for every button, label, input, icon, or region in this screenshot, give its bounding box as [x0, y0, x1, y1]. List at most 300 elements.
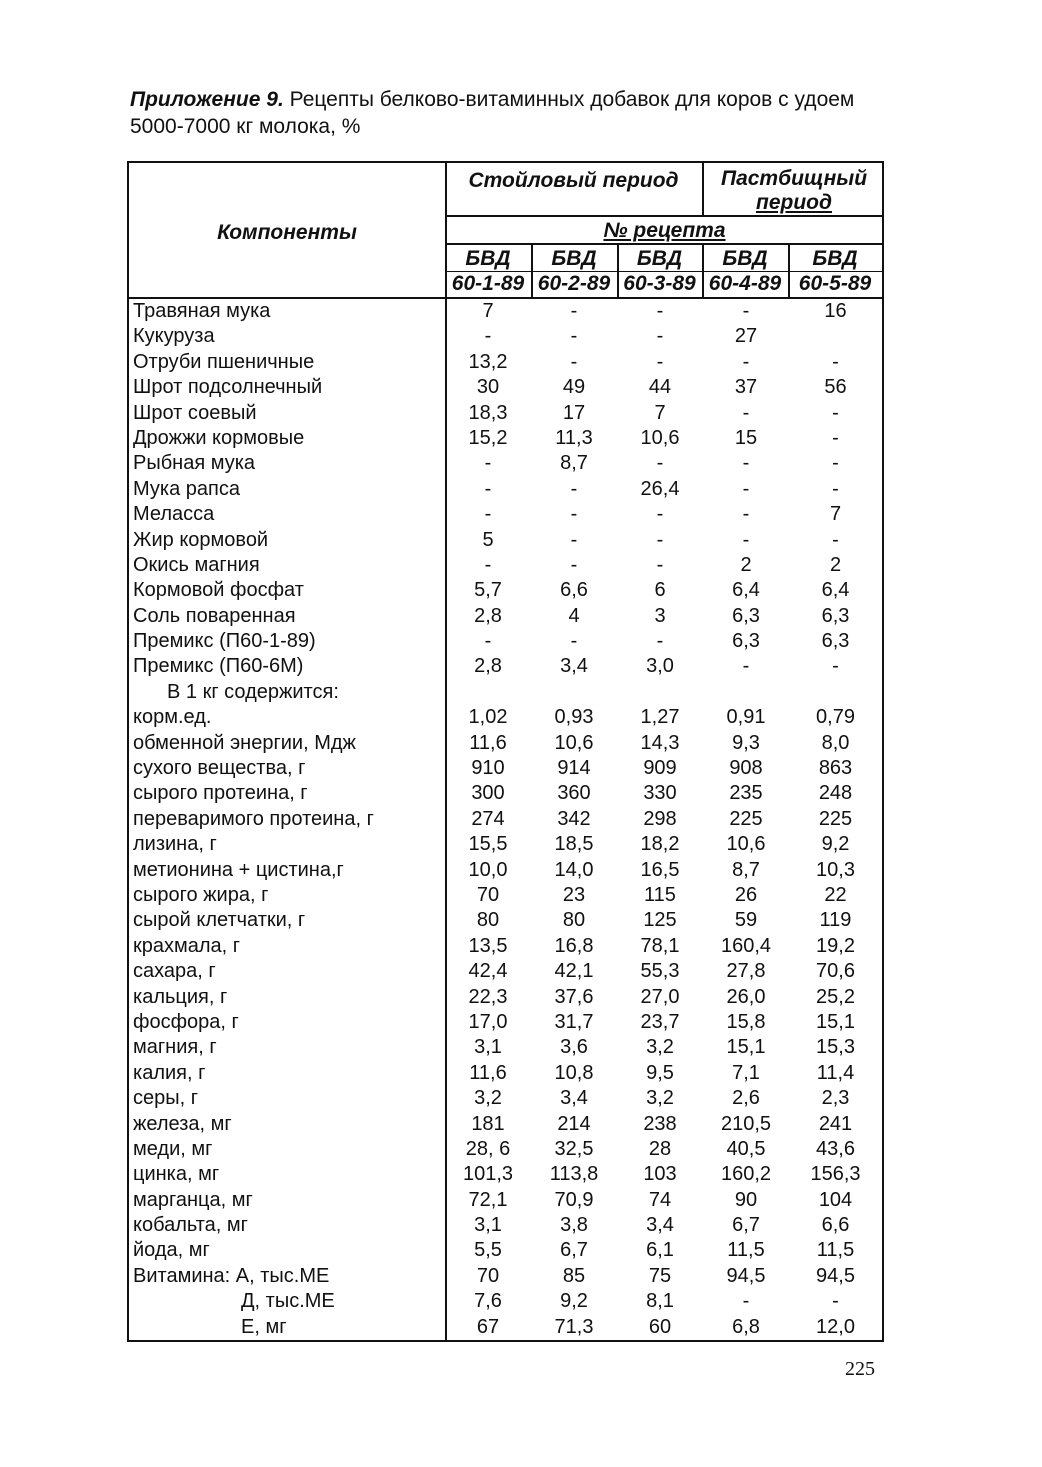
cell-recipe-5: 119	[819, 909, 852, 932]
table-row	[129, 1315, 882, 1340]
cell-recipe-5: 56	[824, 376, 847, 399]
cell-recipe-1: -	[484, 503, 492, 526]
cell-recipe-2: 80	[562, 909, 586, 932]
cell-recipe-4: -	[742, 300, 750, 322]
cell-recipe-5: 19,2	[816, 934, 855, 957]
cell-recipe-5: 70,6	[816, 960, 855, 983]
table-body	[129, 299, 882, 1340]
row-label: корм.ед.	[133, 706, 212, 729]
cell-recipe-1: 5,5	[474, 1239, 502, 1262]
cell-recipe-2: 342	[557, 807, 591, 830]
cell-recipe-5: 43,6	[816, 1137, 855, 1160]
row-label: Травяная мука	[133, 300, 271, 322]
cell-recipe-2: -	[570, 503, 578, 526]
table-row	[129, 1188, 882, 1213]
cell-recipe-4: 40,5	[726, 1137, 766, 1160]
cell-recipe-2: 9,2	[560, 1290, 588, 1313]
cell-recipe-5: 225	[818, 807, 853, 830]
row-label: магния, г	[133, 1036, 217, 1059]
row-label: В 1 кг содержится:	[167, 680, 339, 703]
cell-recipe-5: -	[832, 477, 839, 500]
cell-recipe-1: 5,7	[474, 579, 502, 602]
cell-recipe-3: 3,0	[646, 655, 674, 678]
cell-recipe-2: 3,6	[560, 1036, 588, 1059]
cell-recipe-5: 241	[818, 1112, 853, 1135]
cell-recipe-5	[789, 680, 882, 705]
cell-recipe-2: -	[570, 350, 578, 373]
row-label: переваримого протеина, г	[133, 807, 374, 830]
cell-recipe-4: 160,4	[720, 934, 772, 957]
cell-recipe-1: 11,6	[469, 731, 507, 754]
header-code-4-number: 60-4-89	[708, 272, 782, 295]
cell-recipe-1: 101,3	[462, 1163, 514, 1186]
table-row	[129, 324, 882, 349]
row-label: Е, мг	[241, 1315, 287, 1338]
cell-recipe-2: -	[570, 325, 578, 348]
cell-recipe-2: 914	[557, 757, 591, 780]
cell-recipe-3: -	[656, 300, 664, 322]
cell-recipe-2	[531, 680, 617, 705]
row-label: Кукуруза	[133, 325, 215, 348]
cell-recipe-2: -	[570, 630, 578, 653]
cell-recipe-5: 8,0	[821, 731, 850, 754]
cell-recipe-4: 15,8	[726, 1010, 766, 1033]
row-label: цинка, мг	[133, 1163, 220, 1186]
row-label: Жир кормовой	[133, 528, 269, 551]
table-row	[129, 502, 882, 527]
cell-recipe-3: 3	[654, 604, 666, 627]
cell-recipe-2: 85	[562, 1264, 586, 1287]
cell-recipe-1: 2,8	[474, 604, 502, 627]
table-row	[129, 654, 882, 679]
cell-recipe-4: 11,5	[727, 1239, 765, 1262]
cell-recipe-5: -	[832, 426, 839, 449]
table-row	[129, 959, 882, 984]
table-row	[129, 1289, 882, 1314]
cell-recipe-3: -	[656, 325, 664, 348]
cell-recipe-5: 2	[829, 553, 842, 576]
cell-recipe-1: -	[484, 477, 492, 500]
cell-recipe-4: 2	[740, 553, 752, 576]
row-label: Дрожжи кормовые	[133, 426, 305, 449]
cell-recipe-2: -	[570, 528, 578, 551]
table-row	[129, 781, 882, 806]
row-label: сахара, г	[133, 960, 216, 983]
cell-recipe-2: 4	[568, 604, 580, 627]
cell-recipe-4: 26,0	[726, 985, 766, 1008]
cell-recipe-3: 3,4	[646, 1214, 674, 1237]
table-row	[129, 858, 882, 883]
cell-recipe-3: 330	[643, 782, 677, 805]
header-code-2-name: БВД	[551, 247, 597, 270]
header-pasture-line2: период	[756, 191, 832, 214]
row-label: Соль поваренная	[133, 604, 296, 627]
cell-recipe-2: 10,6	[554, 731, 594, 754]
table-row	[129, 705, 882, 730]
cell-recipe-3: -	[656, 630, 664, 653]
cell-recipe-3: 23,7	[640, 1010, 680, 1033]
row-label: сухого вещества, г	[133, 757, 306, 780]
cell-recipe-5: 104	[818, 1188, 853, 1211]
cell-recipe-3: 115	[644, 883, 676, 906]
cell-recipe-3: 8,1	[646, 1290, 674, 1313]
cell-recipe-3: 16,5	[640, 858, 680, 881]
cell-recipe-5: 9,2	[821, 833, 850, 856]
cell-recipe-3: 125	[643, 909, 677, 932]
cell-recipe-2: 31,7	[554, 1010, 594, 1033]
header-code-1-name: БВД	[465, 247, 511, 270]
cell-recipe-1: 30	[476, 376, 500, 399]
table-header	[129, 163, 882, 299]
row-label: калия, г	[133, 1061, 206, 1084]
cell-recipe-4: -	[742, 528, 750, 551]
cell-recipe-2: 0,93	[554, 706, 594, 729]
cell-recipe-2: 8,7	[560, 452, 588, 475]
cell-recipe-1: 3,1	[474, 1214, 502, 1237]
cell-recipe-3: 103	[643, 1163, 677, 1186]
row-label: кальция, г	[133, 985, 228, 1008]
cell-recipe-1: 181	[471, 1112, 505, 1135]
cell-recipe-1: 10,0	[468, 858, 508, 881]
cell-recipe-2: 42,1	[554, 960, 594, 983]
cell-recipe-2: 113,8	[549, 1163, 599, 1186]
cell-recipe-4: 210,5	[720, 1112, 772, 1135]
header-components: Компоненты	[217, 221, 357, 244]
cell-recipe-3	[617, 680, 703, 705]
cell-recipe-5: 863	[818, 757, 853, 780]
cell-recipe-1: 70	[476, 1264, 500, 1287]
cell-recipe-1: 7	[482, 300, 494, 322]
page-number: 225	[845, 1358, 875, 1380]
cell-recipe-3: 74	[648, 1188, 672, 1211]
table-row	[129, 553, 882, 578]
table-row	[129, 756, 882, 781]
cell-recipe-5: -	[832, 655, 839, 678]
table-row	[129, 426, 882, 451]
cell-recipe-3: 298	[643, 807, 677, 830]
row-label: меди, мг	[133, 1137, 213, 1160]
table-row	[129, 528, 882, 553]
cell-recipe-4: 6,3	[732, 604, 760, 627]
header-code-3-number: 60-3-89	[623, 272, 696, 295]
table-row	[129, 578, 882, 603]
header-code-4-name: БВД	[722, 247, 768, 270]
cell-recipe-4: 160,2	[720, 1163, 772, 1186]
cell-recipe-3: 44	[648, 376, 672, 399]
cell-recipe-2: 49	[562, 376, 586, 399]
cell-recipe-4	[703, 680, 789, 705]
cell-recipe-1: 18,3	[468, 401, 508, 424]
cell-recipe-5: 15,3	[816, 1036, 855, 1059]
cell-recipe-4: 9,3	[732, 731, 760, 754]
cell-recipe-4: 15,1	[726, 1036, 766, 1059]
table-row	[129, 629, 882, 654]
cell-recipe-5	[789, 324, 882, 349]
header-stall-period: Стойловый период	[468, 169, 679, 192]
cell-recipe-4: 94,5	[726, 1264, 766, 1287]
cell-recipe-1: 13,2	[468, 350, 508, 373]
cell-recipe-1: 1,02	[468, 706, 508, 729]
header-code-2-number: 60-2-89	[537, 272, 611, 295]
table-row	[129, 1238, 882, 1263]
cell-recipe-4: 10,6	[726, 833, 766, 856]
cell-recipe-5: 25,2	[816, 985, 855, 1008]
row-label: серы, г	[133, 1087, 199, 1110]
cell-recipe-4: 0,91	[726, 706, 766, 729]
table-row	[129, 1086, 882, 1111]
cell-recipe-1: 67	[476, 1315, 500, 1338]
cell-recipe-2: 3,4	[560, 655, 588, 678]
cell-recipe-1: 13,5	[468, 934, 508, 957]
cell-recipe-1: 22,3	[468, 985, 508, 1008]
caption-lead: Приложение 9.	[130, 88, 284, 111]
cell-recipe-5: -	[832, 1290, 839, 1313]
cell-recipe-1: 72,1	[468, 1188, 508, 1211]
cell-recipe-5: 16	[824, 300, 847, 322]
row-label: йода, мг	[133, 1239, 210, 1262]
cell-recipe-4: 6,7	[732, 1214, 760, 1237]
cell-recipe-3: 3,2	[646, 1036, 674, 1059]
cell-recipe-2: -	[570, 300, 578, 322]
cell-recipe-2: 18,5	[554, 833, 594, 856]
cell-recipe-5: 94,5	[816, 1264, 855, 1287]
row-label: крахмала, г	[133, 934, 241, 957]
cell-recipe-1: 15,5	[468, 833, 508, 856]
row-label: Шрот соевый	[133, 401, 257, 424]
cell-recipe-5: 7	[829, 503, 842, 526]
cell-recipe-4: -	[742, 401, 750, 424]
row-label: обменной энергии, Мдж	[133, 731, 356, 754]
cell-recipe-1: 300	[471, 782, 505, 805]
cell-recipe-3: 55,3	[640, 960, 680, 983]
cell-recipe-1: -	[484, 452, 492, 475]
table-row	[129, 1213, 882, 1238]
table-row	[129, 375, 882, 400]
table-row	[129, 985, 882, 1010]
cell-recipe-2: 3,4	[560, 1087, 588, 1110]
cell-recipe-5: -	[832, 350, 839, 373]
cell-recipe-3: -	[656, 350, 664, 373]
caption-text: Рецепты белково-витаминных добавок для коров с удоем 5000-7000 кг молока, %	[130, 88, 855, 138]
cell-recipe-3: 26,4	[640, 477, 680, 500]
cell-recipe-5: 12,0	[816, 1315, 855, 1338]
cell-recipe-3: 238	[643, 1112, 677, 1135]
row-label: Шрот подсолнечный	[133, 376, 323, 399]
cell-recipe-2: 71,3	[554, 1315, 594, 1338]
cell-recipe-5: 6,3	[821, 604, 850, 627]
cell-recipe-5: 248	[818, 782, 853, 805]
cell-recipe-1: 274	[471, 807, 505, 830]
row-label: сырого протеина, г	[133, 782, 308, 805]
cell-recipe-5: 0,79	[816, 706, 855, 729]
cell-recipe-3: 10,6	[640, 426, 680, 449]
cell-recipe-3: -	[656, 553, 664, 576]
cell-recipe-4: 908	[729, 757, 763, 780]
table-row	[129, 604, 882, 629]
row-label: железа, мг	[133, 1112, 232, 1135]
table-row	[129, 731, 882, 756]
row-label: Окись магния	[133, 553, 260, 576]
cell-recipe-5: 6,3	[821, 630, 850, 653]
cell-recipe-3: 1,27	[640, 706, 680, 729]
row-label: фосфора, г	[133, 1010, 239, 1033]
row-label: Меласса	[133, 503, 215, 526]
cell-recipe-5: 2,3	[821, 1087, 850, 1110]
cell-recipe-1: 80	[476, 909, 500, 932]
cell-recipe-4: 6,4	[732, 579, 760, 602]
table-caption	[130, 86, 900, 140]
cell-recipe-2: 32,5	[554, 1137, 594, 1160]
cell-recipe-4: 90	[734, 1188, 758, 1211]
cell-recipe-5: -	[832, 452, 839, 475]
cell-recipe-4: -	[742, 1290, 750, 1313]
cell-recipe-2: 16,8	[554, 934, 594, 957]
cell-recipe-4: 26	[734, 883, 758, 906]
cell-recipe-3: -	[656, 503, 664, 526]
cell-recipe-4: 37	[734, 376, 758, 399]
table-row	[129, 451, 882, 476]
row-label: Отруби пшеничные	[133, 350, 315, 373]
table-row	[129, 299, 882, 324]
row-label: кобальта, мг	[133, 1214, 248, 1237]
cell-recipe-3: 27,0	[640, 985, 680, 1008]
row-label: сырого жира, г	[133, 883, 269, 906]
cell-recipe-1: 70	[476, 883, 500, 906]
row-label: лизина, г	[133, 833, 217, 856]
cell-recipe-1: 910	[471, 757, 505, 780]
cell-recipe-4: -	[742, 477, 750, 500]
cell-recipe-4: -	[742, 655, 750, 678]
cell-recipe-4: 225	[729, 807, 763, 830]
table-row	[129, 477, 882, 502]
cell-recipe-4: 59	[734, 909, 758, 932]
cell-recipe-2: -	[570, 553, 578, 576]
cell-recipe-3: 14,3	[640, 731, 680, 754]
cell-recipe-2: 214	[557, 1112, 591, 1135]
cell-recipe-3: 6	[654, 579, 666, 602]
row-label: марганца, мг	[133, 1188, 253, 1211]
table-row	[129, 1264, 882, 1289]
cell-recipe-1: 17,0	[468, 1010, 508, 1033]
header-code-1-number: 60-1-89	[451, 272, 525, 295]
row-label: метионина + цистина,г	[133, 858, 344, 881]
cell-recipe-2: 23	[562, 883, 586, 906]
cell-recipe-2: 10,8	[554, 1061, 594, 1084]
cell-recipe-4: -	[742, 350, 750, 373]
row-label: Д, тыс.МЕ	[241, 1290, 335, 1313]
cell-recipe-1: 28, 6	[465, 1137, 511, 1160]
cell-recipe-3: 28	[648, 1137, 672, 1160]
cell-recipe-3: 75	[648, 1264, 672, 1287]
cell-recipe-1: 42,4	[468, 960, 508, 983]
cell-recipe-5: 22	[824, 883, 847, 906]
table-row	[129, 832, 882, 857]
header-code-5-number: 60-5-89	[798, 272, 872, 295]
row-label: Премикс (П60-1-89)	[133, 630, 316, 653]
cell-recipe-1: 15,2	[468, 426, 508, 449]
table-row	[129, 1137, 882, 1162]
table-row	[129, 1061, 882, 1086]
cell-recipe-3: 18,2	[640, 833, 680, 856]
header-recipe-number: № рецепта	[603, 219, 726, 242]
cell-recipe-2: 360	[557, 782, 591, 805]
cell-recipe-5: -	[832, 401, 839, 424]
header-code-3-name: БВД	[636, 247, 683, 270]
cell-recipe-2: 17	[562, 401, 586, 424]
cell-recipe-4: 15	[734, 426, 758, 449]
cell-recipe-1: -	[484, 553, 492, 576]
cell-recipe-2: 70,9	[554, 1188, 594, 1211]
cell-recipe-3: 9,5	[646, 1061, 674, 1084]
cell-recipe-1: 5	[482, 528, 494, 551]
cell-recipe-1: -	[484, 630, 492, 653]
table-row	[129, 807, 882, 832]
cell-recipe-5: 6,6	[821, 1214, 850, 1237]
cell-recipe-5: 10,3	[816, 858, 855, 881]
cell-recipe-5: -	[832, 528, 839, 551]
table-row	[129, 908, 882, 933]
cell-recipe-4: 27,8	[726, 960, 766, 983]
table-row	[129, 883, 882, 908]
row-label: Премикс (П60-6М)	[133, 655, 304, 678]
cell-recipe-3: 3,2	[646, 1087, 674, 1110]
cell-recipe-4: 235	[729, 782, 763, 805]
cell-recipe-2: 6,6	[560, 579, 588, 602]
cell-recipe-5: 156,3	[810, 1163, 861, 1186]
row-label: Рыбная мука	[133, 452, 256, 475]
cell-recipe-4: 7,1	[732, 1061, 760, 1084]
cell-recipe-2: 6,7	[560, 1239, 588, 1262]
cell-recipe-2: 11,3	[555, 426, 593, 449]
cell-recipe-3: 6,1	[646, 1239, 674, 1262]
cell-recipe-4: -	[742, 452, 750, 475]
header-code-5-name: БВД	[812, 247, 858, 270]
cell-recipe-4: 8,7	[732, 858, 760, 881]
row-label: Мука рапса	[133, 477, 240, 500]
cell-recipe-2: 3,8	[560, 1214, 588, 1237]
cell-recipe-3: 78,1	[640, 934, 680, 957]
cell-recipe-1: 11,6	[469, 1061, 507, 1084]
cell-recipe-3: 909	[643, 757, 677, 780]
table-row	[129, 1035, 882, 1060]
row-label: Кормовой фосфат	[133, 579, 304, 602]
table-row	[129, 680, 882, 705]
header-pasture-line1: Пастбищный	[720, 167, 868, 190]
table-row	[129, 934, 882, 959]
cell-recipe-3: 7	[654, 401, 666, 424]
recipe-table	[127, 161, 884, 1342]
cell-recipe-1: -	[484, 325, 492, 348]
cell-recipe-5: 6,4	[821, 579, 850, 602]
table-row	[129, 1162, 882, 1187]
cell-recipe-5: 11,4	[816, 1061, 855, 1084]
cell-recipe-4: -	[742, 503, 750, 526]
cell-recipe-5: 11,5	[816, 1239, 855, 1262]
cell-recipe-2: 14,0	[554, 858, 594, 881]
cell-recipe-4: 6,8	[732, 1315, 760, 1338]
cell-recipe-1: 7,6	[474, 1290, 502, 1313]
cell-recipe-3: 60	[648, 1315, 672, 1338]
table-row	[129, 350, 882, 375]
cell-recipe-3: -	[656, 452, 664, 475]
cell-recipe-2: 37,6	[554, 985, 594, 1008]
table-row	[129, 401, 882, 426]
cell-recipe-1	[445, 680, 531, 705]
cell-recipe-5: 15,1	[816, 1010, 855, 1033]
table-row	[129, 1112, 882, 1137]
cell-recipe-4: 6,3	[732, 630, 760, 653]
cell-recipe-1: 3,2	[474, 1087, 502, 1110]
